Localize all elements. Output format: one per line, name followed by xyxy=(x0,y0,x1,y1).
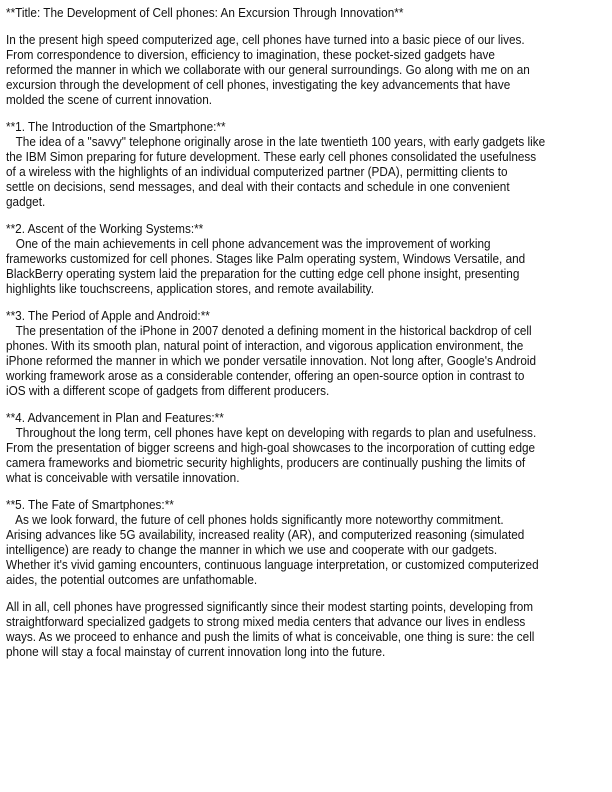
text-line: Throughout the long term, cell phones have kept on developing with regards to plan and usefulness. xyxy=(6,425,537,440)
paragraph xyxy=(6,32,612,107)
text-line: of a wireless with the highlights of an individual computerized partner (PDA), permitting clients to xyxy=(6,164,508,179)
text-line: highlights like touchscreens, application stores, and remote availability. xyxy=(6,281,374,296)
paragraph xyxy=(6,497,612,587)
text-line: phones. With its smooth plan, natural point of interaction, and vigorous application environment, the xyxy=(6,338,524,353)
text-line: frameworks customized for cell phones. Stages like Palm operating system, Windows Versatile, and xyxy=(6,251,526,266)
text-line: ways. As we proceed to enhance and push the limits of what is conceivable, one thing is sure: the cell xyxy=(6,629,535,644)
text-line: the IBM Simon preparing for future development. These early cell phones consolidated the usefulness xyxy=(6,149,537,164)
text-line: camera frameworks and biometric security highlights, producers are continually pushing the limits of xyxy=(6,455,526,470)
text-line: settle on decisions, send messages, and deal with their contacts and schedule in one convenient xyxy=(6,179,510,194)
text-line: All in all, cell phones have progressed significantly since their modest starting points, developing from xyxy=(6,599,534,614)
document-title xyxy=(6,5,612,20)
text-line: working framework arose as a considerable contender, offering an open-source option in contrast to xyxy=(6,368,525,383)
text-line: **5. The Fate of Smartphones:** xyxy=(6,497,174,512)
text-line: iOS with a different scope of gadgets from different producers. xyxy=(6,383,330,398)
paragraph xyxy=(6,599,612,659)
paragraph xyxy=(6,308,612,398)
text-line: iPhone reformed the manner in which we ponder versatile innovation. Not long after, Google's Android xyxy=(6,353,537,368)
text-line: From correspondence to diversion, efficiency to imagination, these pocket-sized gadgets have xyxy=(6,47,495,62)
text-line: **2. Ascent of the Working Systems:** xyxy=(6,221,204,236)
text-line: intelligence) are ready to change the manner in which we use and cooperate with our gadgets. xyxy=(6,542,498,557)
text-line: One of the main achievements in cell phone advancement was the improvement of working xyxy=(6,236,491,251)
text-line: gadget. xyxy=(6,194,46,209)
text-line: Whether it's vivid gaming encounters, continuous language interpretation, or customized computerized xyxy=(6,557,539,572)
text-line: From the presentation of bigger screens and high-goal showcases to the incorporation of cutting edge xyxy=(6,440,536,455)
text-line: The presentation of the iPhone in 2007 denoted a defining moment in the historical backdrop of cell xyxy=(6,323,532,338)
paragraph xyxy=(6,119,612,209)
text-line: **Title: The Development of Cell phones: An Excursion Through Innovation** xyxy=(6,5,404,20)
text-line: excursion through the development of cell phones, investigating the key advancements that have xyxy=(6,77,511,92)
text-line: molded the scene of current innovation. xyxy=(6,92,213,107)
paragraph xyxy=(6,221,612,296)
text-line: Arising advances like 5G availability, increased reality (AR), and computerized reasoning (simulated xyxy=(6,527,525,542)
text-line: **1. The Introduction of the Smartphone:** xyxy=(6,119,226,134)
text-line: In the present high speed computerized age, cell phones have turned into a basic piece of our lives. xyxy=(6,32,525,47)
text-line: reformed the manner in which we collaborate with our general surroundings. Go along with me on an xyxy=(6,62,530,77)
text-line: aides, the potential outcomes are unfathomable. xyxy=(6,572,258,587)
text-line: **3. The Period of Apple and Android:** xyxy=(6,308,210,323)
paragraph xyxy=(6,410,612,485)
text-line: As we look forward, the future of cell phones holds significantly more noteworthy commitment. xyxy=(6,512,504,527)
text-line: what is conceivable with versatile innovation. xyxy=(6,470,240,485)
text-line: BlackBerry operating system laid the preparation for the cutting edge cell phone insight, presenting xyxy=(6,266,520,281)
text-line: straightforward specialized gadgets to strong mixed media centers that advance our lives in endless xyxy=(6,614,526,629)
document-body xyxy=(6,5,612,671)
text-line: **4. Advancement in Plan and Features:** xyxy=(6,410,224,425)
text-line: phone will stay a focal mainstay of current innovation long into the future. xyxy=(6,644,386,659)
text-line: The idea of a "savvy" telephone originally arose in the late twentieth 100 years, with early gadgets like xyxy=(6,134,546,149)
